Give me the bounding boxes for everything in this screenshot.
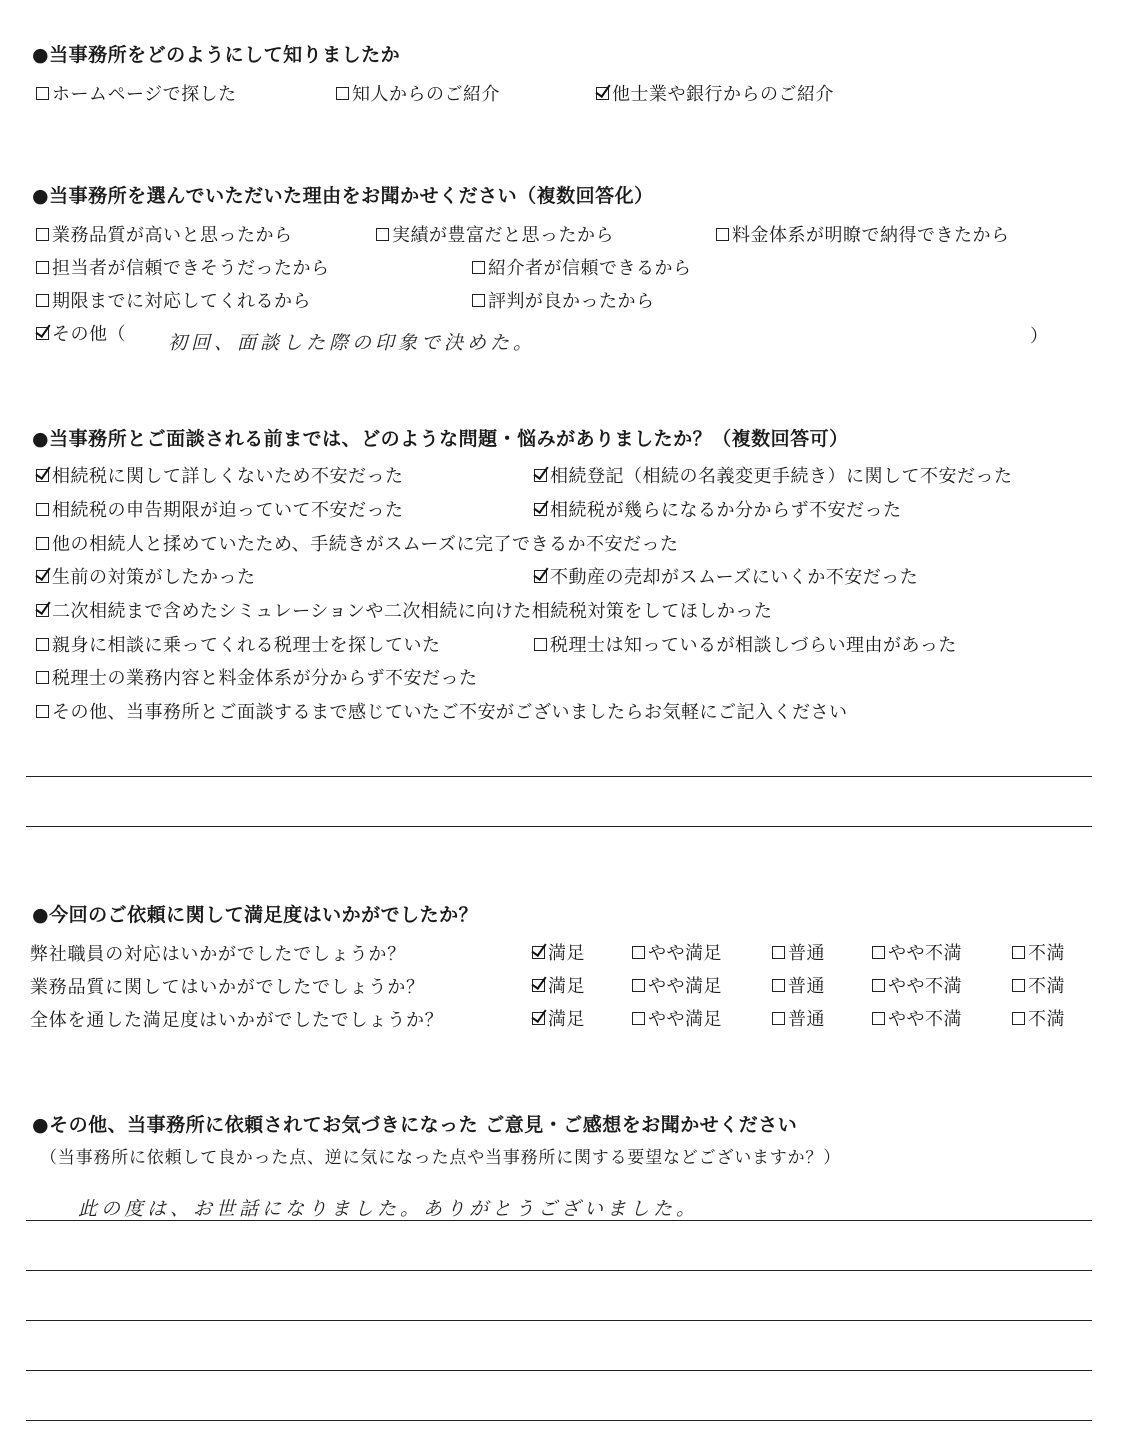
checkbox[interactable]: [772, 979, 785, 992]
checkbox[interactable]: [1012, 979, 1025, 992]
answer-line[interactable]: [26, 1370, 1092, 1371]
section3-title: ●当事務所とご面談される前までは、どのような問題・悩みがありましたか？（複数回答可）: [32, 428, 849, 450]
satisfaction-option[interactable]: [872, 939, 962, 965]
checkbox[interactable]: [532, 979, 545, 992]
option-label: 普通: [788, 943, 825, 964]
checkbox[interactable]: [472, 294, 485, 307]
option-label: 実績が豊富だと思ったから: [392, 225, 614, 246]
option-label: やや不満: [888, 943, 962, 964]
option-label: 業務品質が高いと思ったから: [52, 225, 293, 246]
option-reputation[interactable]: [472, 287, 655, 313]
checkbox[interactable]: [534, 638, 547, 651]
option-other-professional[interactable]: [596, 80, 834, 106]
satisfaction-question: 業務品質に関してはいかがでしたでしょうか？: [30, 977, 425, 998]
option-quality[interactable]: [36, 221, 293, 247]
checkbox[interactable]: [716, 228, 729, 241]
concern-deadline[interactable]: [36, 496, 404, 522]
option-label: 不動産の売却がスムーズにいくか不安だった: [550, 567, 919, 588]
checkbox[interactable]: [36, 469, 49, 482]
satisfaction-option[interactable]: [772, 939, 825, 965]
checkbox[interactable]: [872, 1012, 885, 1025]
option-label: 生前の対策がしたかった: [52, 567, 256, 588]
satisfaction-option[interactable]: [1012, 972, 1065, 998]
option-label: 普通: [788, 1009, 825, 1030]
checkbox[interactable]: [534, 570, 547, 583]
option-label: 二次相続まで含めたシミュレーションや二次相続に向けた相続税対策をしてほしかった: [52, 601, 773, 622]
section5-subtitle: （当事務所に依頼して良かった点、逆に気になった点や当事務所に関する要望などございますか？）: [40, 1148, 841, 1168]
answer-line[interactable]: [26, 776, 1092, 777]
satisfaction-option[interactable]: [632, 939, 722, 965]
option-label: その他（: [52, 324, 126, 345]
concern-heir-dispute[interactable]: [36, 530, 678, 556]
checkbox[interactable]: [534, 503, 547, 516]
satisfaction-option[interactable]: [632, 1005, 722, 1031]
checkbox[interactable]: [632, 1012, 645, 1025]
section2-title: ●当事務所を選んでいただいた理由をお聞かせください（複数回答化）: [32, 185, 654, 207]
satisfaction-option[interactable]: [632, 972, 722, 998]
satisfaction-option[interactable]: [532, 972, 585, 998]
satisfaction-option[interactable]: [872, 1005, 962, 1031]
satisfaction-option[interactable]: [772, 1005, 825, 1031]
answer-line[interactable]: [26, 826, 1092, 827]
satisfaction-option[interactable]: [772, 972, 825, 998]
option-label: 期限までに対応してくれるから: [52, 291, 311, 312]
concern-find-tax-accountant[interactable]: [36, 631, 441, 657]
option-homepage[interactable]: [36, 80, 237, 106]
checkbox[interactable]: [36, 537, 49, 550]
option-label: 普通: [788, 976, 825, 997]
checkbox[interactable]: [36, 671, 49, 684]
answer-line[interactable]: [26, 1270, 1092, 1271]
checkbox[interactable]: [36, 638, 49, 651]
option-pricing[interactable]: [716, 221, 1010, 247]
option-label: 税理士の業務内容と料金体系が分からず不安だった: [52, 668, 478, 689]
checkbox[interactable]: [36, 327, 49, 340]
concern-pre-death-planning[interactable]: [36, 563, 256, 589]
checkbox[interactable]: [376, 228, 389, 241]
checkbox[interactable]: [632, 979, 645, 992]
checkbox[interactable]: [472, 261, 485, 274]
option-label: その他、当事務所とご面談するまで感じていたご不安がございましたらお気軽にご記入ください: [52, 702, 848, 723]
option-label: やや満足: [648, 976, 722, 997]
satisfaction-option[interactable]: [1012, 1005, 1065, 1031]
checkbox[interactable]: [532, 1012, 545, 1025]
option-label: 料金体系が明瞭で納得できたから: [732, 225, 1010, 246]
option-label: 他士業や銀行からのご紹介: [612, 84, 834, 105]
satisfaction-option[interactable]: [532, 1005, 585, 1031]
satisfaction-option[interactable]: [1012, 939, 1065, 965]
checkbox[interactable]: [36, 503, 49, 516]
section1-title: ●当事務所をどのようにして知りましたか: [32, 44, 401, 66]
option-label: 相続税の申告期限が迫っていて不安だった: [52, 500, 404, 521]
checkbox[interactable]: [36, 87, 49, 100]
satisfaction-option[interactable]: [872, 972, 962, 998]
option-label: やや不満: [888, 1009, 962, 1030]
checkbox[interactable]: [1012, 1012, 1025, 1025]
option-label: 他の相続人と揉めていたため、手続きがスムーズに完了できるか不安だった: [52, 534, 679, 555]
option-label: やや満足: [648, 943, 722, 964]
other-close-paren: ）: [1030, 326, 1048, 347]
checkbox[interactable]: [872, 946, 885, 959]
checkbox[interactable]: [1012, 946, 1025, 959]
option-deadline[interactable]: [36, 287, 311, 313]
checkbox[interactable]: [36, 261, 49, 274]
option-label: 不満: [1028, 1009, 1065, 1030]
concern-secondary-inheritance[interactable]: [36, 597, 772, 623]
checkbox[interactable]: [772, 946, 785, 959]
option-label: ホームページで探した: [52, 84, 237, 105]
option-label: 相続税に関して詳しくないため不安だった: [52, 466, 404, 487]
option-label: 担当者が信頼できそうだったから: [52, 258, 330, 279]
option-label: 満足: [548, 976, 585, 997]
satisfaction-question: 全体を通した満足度はいかがでしたでしょうか？: [30, 1010, 444, 1031]
option-label: 相続税が幾らになるか分からず不安だった: [550, 500, 902, 521]
option-label: 相続登記（相続の名義変更手続き）に関して不安だった: [550, 466, 1013, 487]
checkbox[interactable]: [36, 570, 49, 583]
comment-handwriting[interactable]: 此の度は、お世話になりました。ありがとうございました。: [78, 1198, 700, 1220]
checkbox[interactable]: [36, 705, 49, 718]
concern-real-estate-sale[interactable]: [534, 563, 918, 589]
option-label: 満足: [548, 1009, 585, 1030]
option-label: 不満: [1028, 976, 1065, 997]
option-label: 紹介者が信頼できるから: [488, 258, 692, 279]
checkbox[interactable]: [596, 87, 609, 100]
checkbox[interactable]: [632, 946, 645, 959]
option-track-record[interactable]: [376, 221, 614, 247]
option-label: 親身に相談に乗ってくれる税理士を探していた: [52, 635, 441, 656]
satisfaction-option[interactable]: [532, 939, 585, 965]
option-acquaintance[interactable]: [336, 80, 500, 106]
checkbox[interactable]: [36, 294, 49, 307]
concern-tax-knowledge[interactable]: [36, 462, 404, 488]
option-label: やや不満: [888, 976, 962, 997]
section5-title: ●その他、当事務所に依頼されてお気づきになった ご意見・ご感想をお聞かせください: [32, 1114, 798, 1136]
section4-title: ●今回のご依頼に関して満足度はいかがでしたか？: [32, 904, 479, 926]
checkbox[interactable]: [36, 228, 49, 241]
satisfaction-question: 弊社職員の対応はいかがでしたでしょうか？: [30, 944, 406, 965]
option-label: 満足: [548, 943, 585, 964]
option-staff-trust[interactable]: [36, 254, 330, 280]
other-reason-handwriting[interactable]: 初回、面談した際の印象で決めた。: [168, 332, 537, 354]
option-referrer-trust[interactable]: [472, 254, 692, 280]
option-other[interactable]: [36, 320, 126, 346]
checkbox[interactable]: [872, 979, 885, 992]
concern-hard-to-consult[interactable]: [534, 631, 957, 657]
checkbox[interactable]: [36, 604, 49, 617]
option-label: 不満: [1028, 943, 1065, 964]
answer-line[interactable]: [26, 1220, 1092, 1221]
option-label: 知人からのご紹介: [352, 84, 500, 105]
option-label: 税理士は知っているが相談しづらい理由があった: [550, 635, 957, 656]
answer-line[interactable]: [26, 1420, 1092, 1421]
concern-registration[interactable]: [534, 462, 1013, 488]
concern-other[interactable]: [36, 698, 848, 724]
checkbox[interactable]: [772, 1012, 785, 1025]
answer-line[interactable]: [26, 1320, 1092, 1321]
checkbox[interactable]: [336, 87, 349, 100]
concern-tax-amount[interactable]: [534, 496, 902, 522]
option-label: 評判が良かったから: [488, 291, 655, 312]
option-label: やや満足: [648, 1009, 722, 1030]
concern-unclear-services[interactable]: [36, 664, 478, 690]
checkbox[interactable]: [534, 469, 547, 482]
checkbox[interactable]: [532, 946, 545, 959]
